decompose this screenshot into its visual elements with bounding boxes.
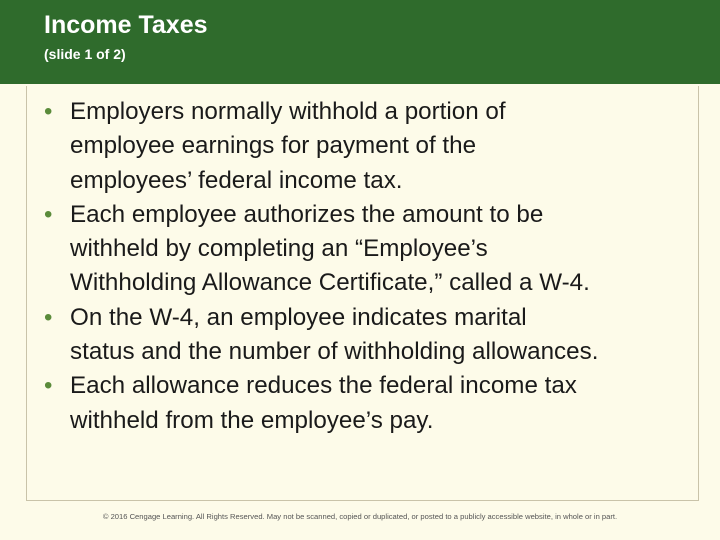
bullet-item xyxy=(44,369,684,438)
bullet-item xyxy=(44,95,684,198)
bullet-item xyxy=(44,301,684,370)
bullet-icon: • xyxy=(44,372,53,400)
bullet-line: Each allowance reduces the federal income tax xyxy=(70,372,577,400)
bullet-list xyxy=(44,95,684,438)
bullet-line: employee earnings for payment of the xyxy=(70,132,477,160)
title-bar xyxy=(0,0,720,84)
bullet-icon: • xyxy=(44,98,53,125)
bullet-line: Each employee authorizes the amount to be xyxy=(70,200,544,228)
bullet-line: withheld from the employee’s pay. xyxy=(70,406,434,434)
slide-subtitle: (slide 1 of 2) xyxy=(44,46,126,62)
copyright-footer: © 2016 Cengage Learning. All Rights Reserved. May not be scanned, copied or duplicated, or posted to a publicly accessible website, in whole or in part. xyxy=(102,512,618,521)
bullet-line: Withholding Allowance Certificate,” called a W-4. xyxy=(70,269,590,297)
bullet-line: employees’ federal income tax. xyxy=(70,166,403,194)
slide-title: Income Taxes xyxy=(44,11,208,39)
bullet-line: On the W-4, an employee indicates marital xyxy=(70,303,527,331)
bullet-line: withheld by completing an “Employee’s xyxy=(70,235,488,263)
bullet-item xyxy=(44,198,684,301)
bullet-icon: • xyxy=(44,200,53,228)
bullet-line: Employers normally withhold a portion of xyxy=(70,98,506,125)
bullet-line: status and the number of withholding allowances. xyxy=(70,338,599,366)
bullet-icon: • xyxy=(44,303,53,331)
